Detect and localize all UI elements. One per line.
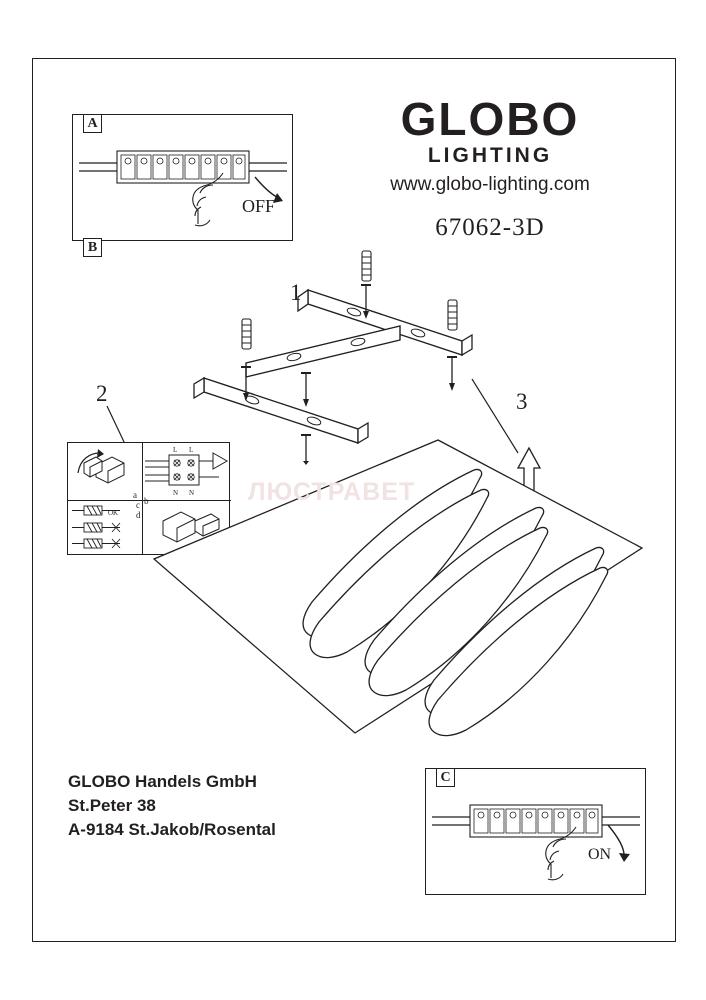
watermark: ЛЮСТРАВЕТ (248, 478, 416, 506)
terminal-ok-label: OK (108, 509, 119, 517)
tag-b: B (83, 238, 102, 257)
step-number-3: 3 (516, 389, 528, 414)
company-name: GLOBO Handels GmbH (68, 772, 257, 791)
brand-block (340, 93, 640, 242)
svg-text:L: L (173, 446, 178, 454)
company-city: A-9184 St.Jakob/Rosental (68, 820, 276, 839)
tag-c: C (436, 768, 455, 787)
model-code: 67062-3D (435, 214, 545, 241)
company-address (68, 770, 276, 842)
luminaire-drawing (150, 430, 650, 750)
svg-text:L: L (189, 446, 194, 454)
svg-text:N: N (173, 489, 179, 497)
brand-website: www.globo-lighting.com (390, 174, 590, 195)
tag-a: A (83, 114, 102, 133)
wiring-terminal-examples (68, 501, 142, 554)
switch-off-drawing (73, 115, 292, 240)
marker-a: a (133, 490, 137, 500)
wiring-connector-insert (68, 443, 142, 500)
marker-d: d (136, 510, 141, 520)
step-number-2: 2 (96, 381, 108, 406)
marker-b: b (144, 496, 149, 506)
panel-switch-off (72, 114, 293, 241)
switch-on-drawing (426, 769, 645, 894)
svg-text:N: N (189, 489, 195, 497)
marker-c: c (136, 500, 140, 510)
panel-switch-on (425, 768, 646, 895)
brand-subtitle: LIGHTING (427, 144, 553, 167)
off-label: OFF (242, 196, 276, 216)
brand-name: GLOBO (400, 93, 580, 145)
on-label: ON (588, 846, 612, 863)
company-street: St.Peter 38 (68, 796, 156, 815)
step-number-1: 1 (290, 280, 302, 305)
